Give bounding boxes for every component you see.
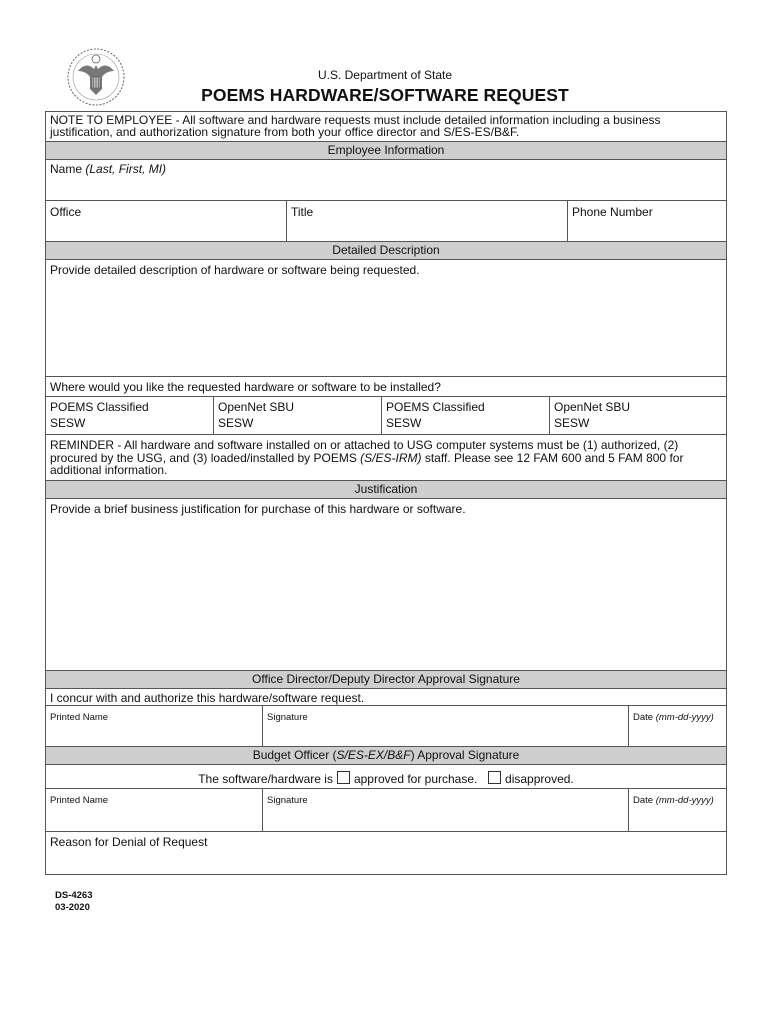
name-field[interactable]	[46, 160, 726, 201]
concur-statement: I concur with and authorize this hardware/software request.	[50, 691, 365, 705]
install-option-1-line2: SESW	[50, 416, 86, 430]
director-signature-row	[46, 706, 726, 747]
description-prompt: Provide detailed description of hardware or software being requested.	[50, 263, 420, 277]
form-number: DS-4263	[55, 890, 93, 901]
denial-reason-label: Reason for Denial of Request	[50, 835, 208, 849]
office-field[interactable]	[46, 201, 286, 241]
reminder-italic: (S/ES-IRM)	[360, 450, 422, 465]
phone-label: Phone Number	[572, 205, 653, 219]
director-approval-heading: Office Director/Deputy Director Approval Signature	[46, 671, 726, 689]
install-question-row	[46, 377, 726, 397]
description-field[interactable]	[46, 260, 726, 377]
budget-heading-prefix: Budget Officer (	[252, 748, 337, 762]
install-option-3[interactable]	[381, 397, 549, 434]
director-signature-label: Signature	[267, 712, 308, 723]
name-label: Name	[50, 162, 83, 176]
budget-printed-name-label: Printed Name	[50, 795, 109, 806]
budget-approval-heading	[46, 747, 726, 765]
justification-prompt: Provide a brief business justification for purchase of this hardware or software.	[50, 502, 466, 516]
install-option-4-line2: SESW	[554, 416, 590, 430]
budget-printed-name-field[interactable]	[46, 789, 262, 831]
name-hint: (Last, First, MI)	[85, 162, 167, 176]
budget-signature-row	[46, 789, 726, 832]
approval-status	[46, 765, 726, 786]
director-date-hint: (mm-dd-yyyy)	[655, 712, 714, 723]
disapproved-label: disapproved.	[505, 772, 574, 786]
form-revision: 03-2020	[55, 902, 90, 913]
note-row	[46, 112, 726, 142]
phone-field[interactable]	[567, 201, 726, 241]
install-option-1[interactable]	[46, 397, 213, 434]
budget-date-field[interactable]	[628, 789, 726, 831]
department-name: U.S. Department of State	[317, 68, 453, 82]
director-signature-field[interactable]	[262, 706, 628, 746]
director-date-label: Date	[633, 712, 654, 723]
install-option-3-line1: POEMS Classified	[386, 400, 485, 414]
form-title: POEMS HARDWARE/SOFTWARE REQUEST	[201, 85, 569, 105]
install-option-2-line1: OpenNet SBU	[218, 400, 295, 414]
form-footer	[55, 890, 93, 914]
install-option-4-line1: OpenNet SBU	[554, 400, 631, 414]
install-option-4[interactable]	[549, 397, 726, 434]
approved-label: approved for purchase.	[353, 772, 478, 786]
approved-checkbox[interactable]	[337, 771, 350, 784]
office-label: Office	[50, 205, 82, 219]
justification-heading: Justification	[46, 481, 726, 499]
reminder-part2: staff. Please see 12 FAM 600 and 5 FAM 800 for additional information.	[50, 450, 684, 477]
install-option-2[interactable]	[213, 397, 381, 434]
budget-signature-field[interactable]	[262, 789, 628, 831]
budget-heading-suffix: ) Approval Signature	[410, 748, 520, 762]
title-field[interactable]	[286, 201, 567, 241]
install-question: Where would you like the requested hardware or software to be installed?	[50, 380, 441, 394]
note-to-employee: NOTE TO EMPLOYEE - All software and hardware requests must include detailed information including a business justification, and authorization signature from both your office director and S/ES-ES/B&F.	[50, 113, 661, 139]
install-option-3-line2: SESW	[386, 416, 422, 430]
concur-row	[46, 689, 726, 706]
office-title-phone-row	[46, 201, 726, 242]
install-options-row	[46, 397, 726, 435]
budget-heading-italic: S/ES-EX/B&F	[336, 748, 411, 762]
approval-status-prefix: The software/hardware is	[198, 772, 333, 786]
title-label: Title	[291, 205, 314, 219]
disapproved-checkbox[interactable]	[488, 771, 501, 784]
employee-info-heading: Employee Information	[46, 142, 726, 160]
denial-reason-field[interactable]	[46, 832, 726, 875]
description-heading: Detailed Description	[46, 242, 726, 260]
approval-status-row	[46, 765, 726, 789]
reminder-row	[46, 435, 726, 481]
install-option-1-line1: POEMS Classified	[50, 400, 149, 414]
director-date-field[interactable]	[628, 706, 726, 746]
justification-field[interactable]	[46, 499, 726, 671]
reminder-text	[46, 435, 726, 477]
budget-date-hint: (mm-dd-yyyy)	[655, 795, 714, 806]
director-printed-name-label: Printed Name	[50, 712, 109, 723]
budget-date-label: Date	[633, 795, 654, 806]
install-option-2-line2: SESW	[218, 416, 254, 430]
request-form	[45, 111, 727, 875]
budget-signature-label: Signature	[267, 795, 308, 806]
director-printed-name-field[interactable]	[46, 706, 262, 746]
reminder-part1: REMINDER - All hardware and software installed on or attached to USG computer systems must be (1) authorized, (2) procured by the USG, and (3) loaded/installed by POEMS	[50, 438, 679, 465]
